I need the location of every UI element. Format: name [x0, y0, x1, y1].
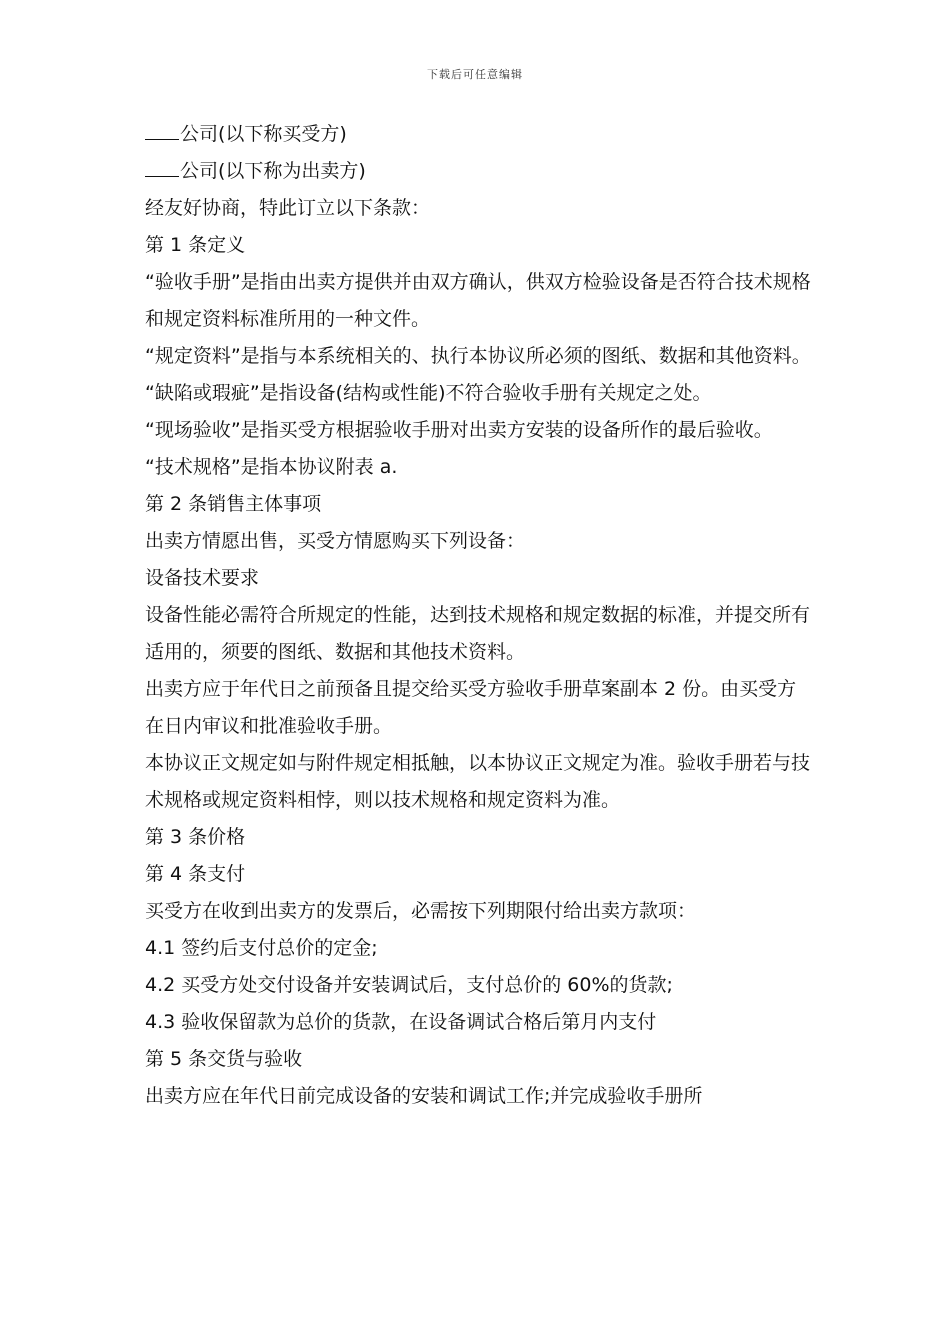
definition-specified-data: “规定资料”是指与本系统相关的、执行本协议所必须的图纸、数据和其他资料。	[145, 345, 811, 367]
article-2-paragraph: 设备技术要求	[145, 567, 260, 589]
definition-site-acceptance: “现场验收”是指买受方根据验收手册对出卖方安装的设备所作的最后验收。	[145, 419, 773, 441]
article-5-heading: 第 5 条交货与验收	[145, 1048, 303, 1070]
article-4-heading: 第 4 条支付	[145, 863, 246, 885]
article-4-paragraph: 买受方在收到出卖方的发票后，必需按下列期限付给出卖方款项：	[145, 900, 697, 922]
article-2-heading: 第 2 条销售主体事项	[145, 493, 322, 515]
article-4-clause-3: 4.3 验收保留款为总价的货款，在设备调试合格后第月内支付	[145, 1011, 657, 1033]
definition-defect: “缺陷或瑕疵”是指设备(结构或性能)不符合验收手册有关规定之处。	[145, 382, 712, 404]
article-1-heading: 第 1 条定义	[145, 234, 246, 256]
definition-acceptance-manual: “验收手册”是指由出卖方提供并由双方确认，供双方检验设备是否符合技术规格和规定资料标准所用的一种文件。	[145, 271, 811, 330]
article-2-paragraph: 设备性能必需符合所规定的性能，达到技术规格和规定数据的标准，并提交所有适用的，须要的图纸、数据和其他技术资料。	[145, 604, 811, 663]
article-3-heading: 第 3 条价格	[145, 826, 246, 848]
article-4-clause-1: 4.1 签约后支付总价的定金;	[145, 937, 378, 959]
article-2-paragraph: 出卖方应于年代日之前预备且提交给买受方验收手册草案副本 2 份。由买受方在日内审议和批准验收手册。	[145, 678, 797, 737]
seller-party-line	[145, 153, 815, 190]
definition-technical-spec: “技术规格”是指本协议附表 a.	[145, 456, 398, 478]
article-2-paragraph: 本协议正文规定如与附件规定相抵触，以本协议正文规定为准。验收手册若与技术规格或规定资料相悖，则以技术规格和规定资料为准。	[145, 752, 811, 811]
article-2-paragraph: 出卖方情愿出售，买受方情愿购买下列设备：	[145, 530, 526, 552]
intro-paragraph: 经友好协商，特此订立以下条款：	[145, 197, 431, 219]
seller-name-blank[interactable]	[145, 156, 179, 177]
buyer-name-blank[interactable]	[145, 119, 179, 140]
buyer-party-line	[145, 116, 815, 153]
buyer-party-text: 公司(以下称买受方)	[180, 123, 347, 145]
article-4-clause-2: 4.2 买受方处交付设备并安装调试后，支付总价的 60%的货款;	[145, 974, 673, 996]
document-body	[145, 116, 815, 1115]
seller-party-text: 公司(以下称为出卖方)	[180, 160, 366, 182]
article-5-paragraph: 出卖方应在年代日前完成设备的安装和调试工作;并完成验收手册所	[145, 1085, 703, 1107]
page-header: 下载后可任意编辑	[427, 68, 523, 81]
